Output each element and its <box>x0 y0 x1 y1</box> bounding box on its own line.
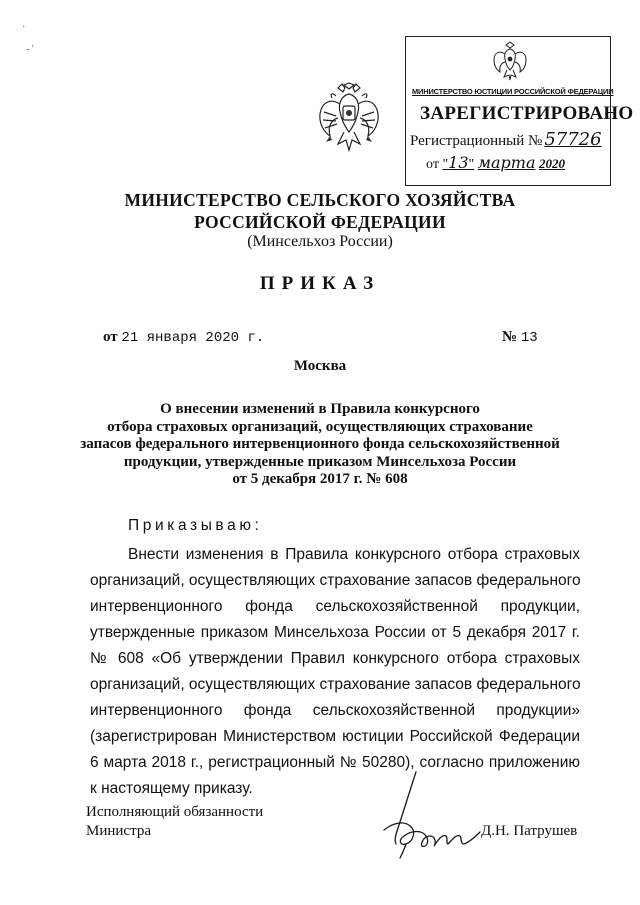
signatory-position: Исполняющий обязанности <box>86 804 264 820</box>
command-word: Приказываю: <box>128 517 263 534</box>
stamp-registration-label: Регистрационный № <box>410 133 543 149</box>
stamp-registration-number-line <box>410 129 602 150</box>
body-line: к настоящему приказу. <box>90 780 253 797</box>
body-line: № 608 «Об утверждении Правил конкурсного отбора страховых <box>90 650 580 667</box>
subject-line: продукции, утвержденные приказом Минсельхоза России <box>123 453 517 470</box>
subject-line: запасов федерального интервенционного фонда сельскохозяйственной <box>80 436 560 452</box>
ministry-heading-line: РОССИЙСКОЙ ФЕДЕРАЦИИ <box>194 212 446 232</box>
handwritten-signature <box>376 770 486 860</box>
subject-line: О внесении изменений в Правила конкурсного <box>160 401 480 417</box>
signatory-position: Министра <box>86 823 151 839</box>
scan-speck: · <box>22 22 26 33</box>
body-line: интервенционного фонда сельскохозяйственной продукции» <box>90 702 580 719</box>
stamp-date-prefix: от <box>426 157 439 172</box>
ministry-short-name: (Минсельхоз России) <box>247 233 393 250</box>
stamp-date-month: марта <box>477 153 536 172</box>
body-line: организаций, осуществляющих страхование запасов федерального <box>90 676 581 693</box>
body-line: 6 марта 2018 г., регистрационный № 50280), согласно приложению <box>90 754 580 771</box>
order-date-label: от <box>103 329 118 345</box>
order-number-value: 13 <box>520 330 538 346</box>
subject-line: отбора страховых организаций, осуществляющих страхование <box>107 418 533 435</box>
coat-of-arms-emblem-icon <box>316 82 382 154</box>
document-type-title: ПРИКАЗ <box>259 273 381 294</box>
stamp-emblem-icon <box>492 41 528 81</box>
body-line: Внести изменения в Правила конкурсного отбора страховых <box>128 546 580 563</box>
stamp-date-day: 13 <box>448 153 469 172</box>
order-subject <box>0 401 640 489</box>
subject-line: от 5 декабря 2017 г. № 608 <box>232 471 408 487</box>
signatory-name: Д.Н. Патрушев <box>481 823 578 839</box>
order-date-value: 21 января 2020 г. <box>121 330 265 346</box>
stamp-registered-label: ЗАРЕГИСТРИРОВАНО <box>420 103 634 124</box>
body-line: организаций, осуществляющих страхование запасов федерального <box>90 572 581 589</box>
city-name: Москва <box>293 358 347 374</box>
order-number <box>502 329 538 346</box>
body-line: (зарегистрирован Министерством юстиции Российской Федерации <box>90 728 580 745</box>
order-date <box>103 329 264 346</box>
order-number-label: № <box>502 329 518 345</box>
stamp-registration-number: 57726 <box>544 129 602 150</box>
body-line: интервенционного фонда сельскохозяйственной продукции, <box>90 598 580 615</box>
registration-stamp <box>405 36 634 186</box>
stamp-date-line: от "13" марта 2020 <box>426 153 565 172</box>
ministry-heading-line: МИНИСТЕРСТВО СЕЛЬСКОГО ХОЗЯЙСТВА <box>124 190 516 210</box>
ministry-heading <box>0 189 640 233</box>
scan-speck: - ' <box>26 44 34 55</box>
body-line: утвержденные приказом Минсельхоза России от 5 декабря 2017 г. <box>90 624 580 641</box>
stamp-date-year: 2020 <box>539 156 565 171</box>
stamp-ministry-label: МИНИСТЕРСТВО ЮСТИЦИИ РОССИЙСКОЙ ФЕДЕРАЦИИ <box>412 87 614 96</box>
